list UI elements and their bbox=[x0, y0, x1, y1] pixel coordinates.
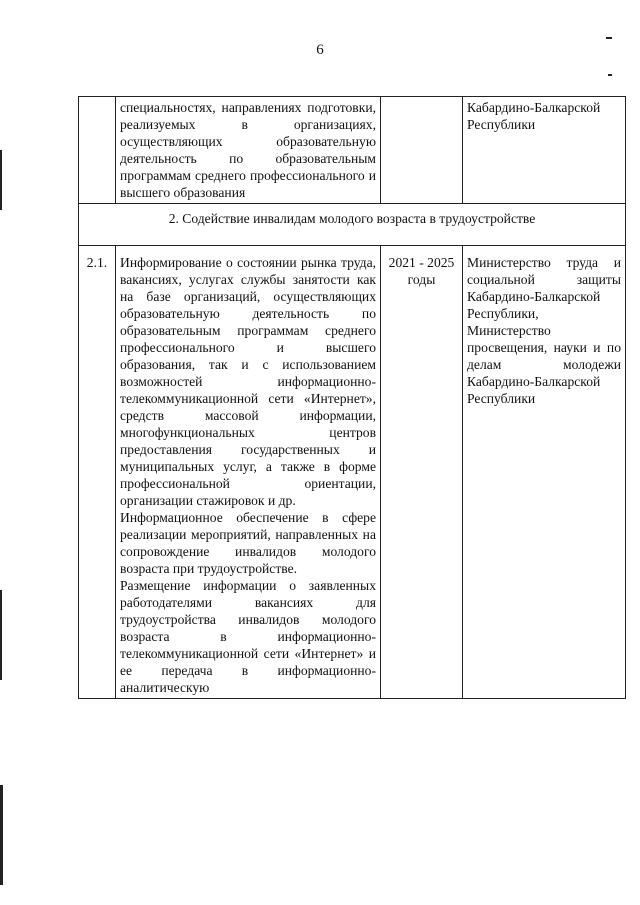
row-number-cell bbox=[79, 97, 116, 204]
measures-table bbox=[78, 96, 626, 699]
measure-paragraph-2: Информационное обеспечение в сфере реализации мероприятий, направленных на сопровождение инвалидов молодого возраста при трудоустройстве. bbox=[120, 510, 376, 576]
table-row-2-1 bbox=[79, 246, 626, 699]
measure-text-cell: специальностях, направлениях подготовки, реализуемых в организациях, осуществляющих образовательную деятельность по образовательным программам среднего профессионального и высшего образования bbox=[116, 97, 381, 204]
section-header-row bbox=[79, 204, 626, 246]
table-row-continued bbox=[79, 97, 626, 204]
scan-mark-left-edge bbox=[0, 150, 2, 210]
measure-paragraph-3: Размещение информации о заявленных работодателями вакансиях для трудоустройства инвалидов молодого возраста в информационно-телекоммуникационной сети «Интернет» и ее передача в информационно-аналитическую bbox=[120, 578, 376, 695]
scan-mark-top-right bbox=[606, 37, 612, 39]
scan-mark-left-edge-3 bbox=[0, 785, 3, 885]
executor-cell: Министерство труда и социальной защиты Кабардино-Балкарской Республики, Министерство просвещения, науки и по делам молодежи Кабардино-Балкарской Республики bbox=[463, 246, 626, 699]
period-cell: 2021 - 2025 годы bbox=[381, 246, 463, 699]
page-number: 6 bbox=[316, 42, 324, 58]
measure-text-cell bbox=[116, 246, 381, 699]
period-cell bbox=[381, 97, 463, 204]
section-title: 2. Содействие инвалидам молодого возраста в трудоустройстве bbox=[79, 204, 626, 246]
executor-cell: Кабардино-Балкарской Республики bbox=[463, 97, 626, 204]
row-number-cell: 2.1. bbox=[79, 246, 116, 699]
measure-paragraph-1: Информирование о состоянии рынка труда, вакансиях, услугах службы занятости как на базе организаций, осуществляющих образовательную деятельность по образовательным программам среднего профессионального и высшего образования, так и с использованием возможностей информационно-телекоммуникационной сети «Интернет», средств массовой информации, многофункциональных центров предоставления государственных и муниципальных услуг, а также в форме профессиональной ориентации, организации стажировок и др. bbox=[120, 255, 376, 508]
scan-mark-left-edge-2 bbox=[0, 590, 2, 680]
scan-mark-top-right-2 bbox=[608, 74, 612, 76]
